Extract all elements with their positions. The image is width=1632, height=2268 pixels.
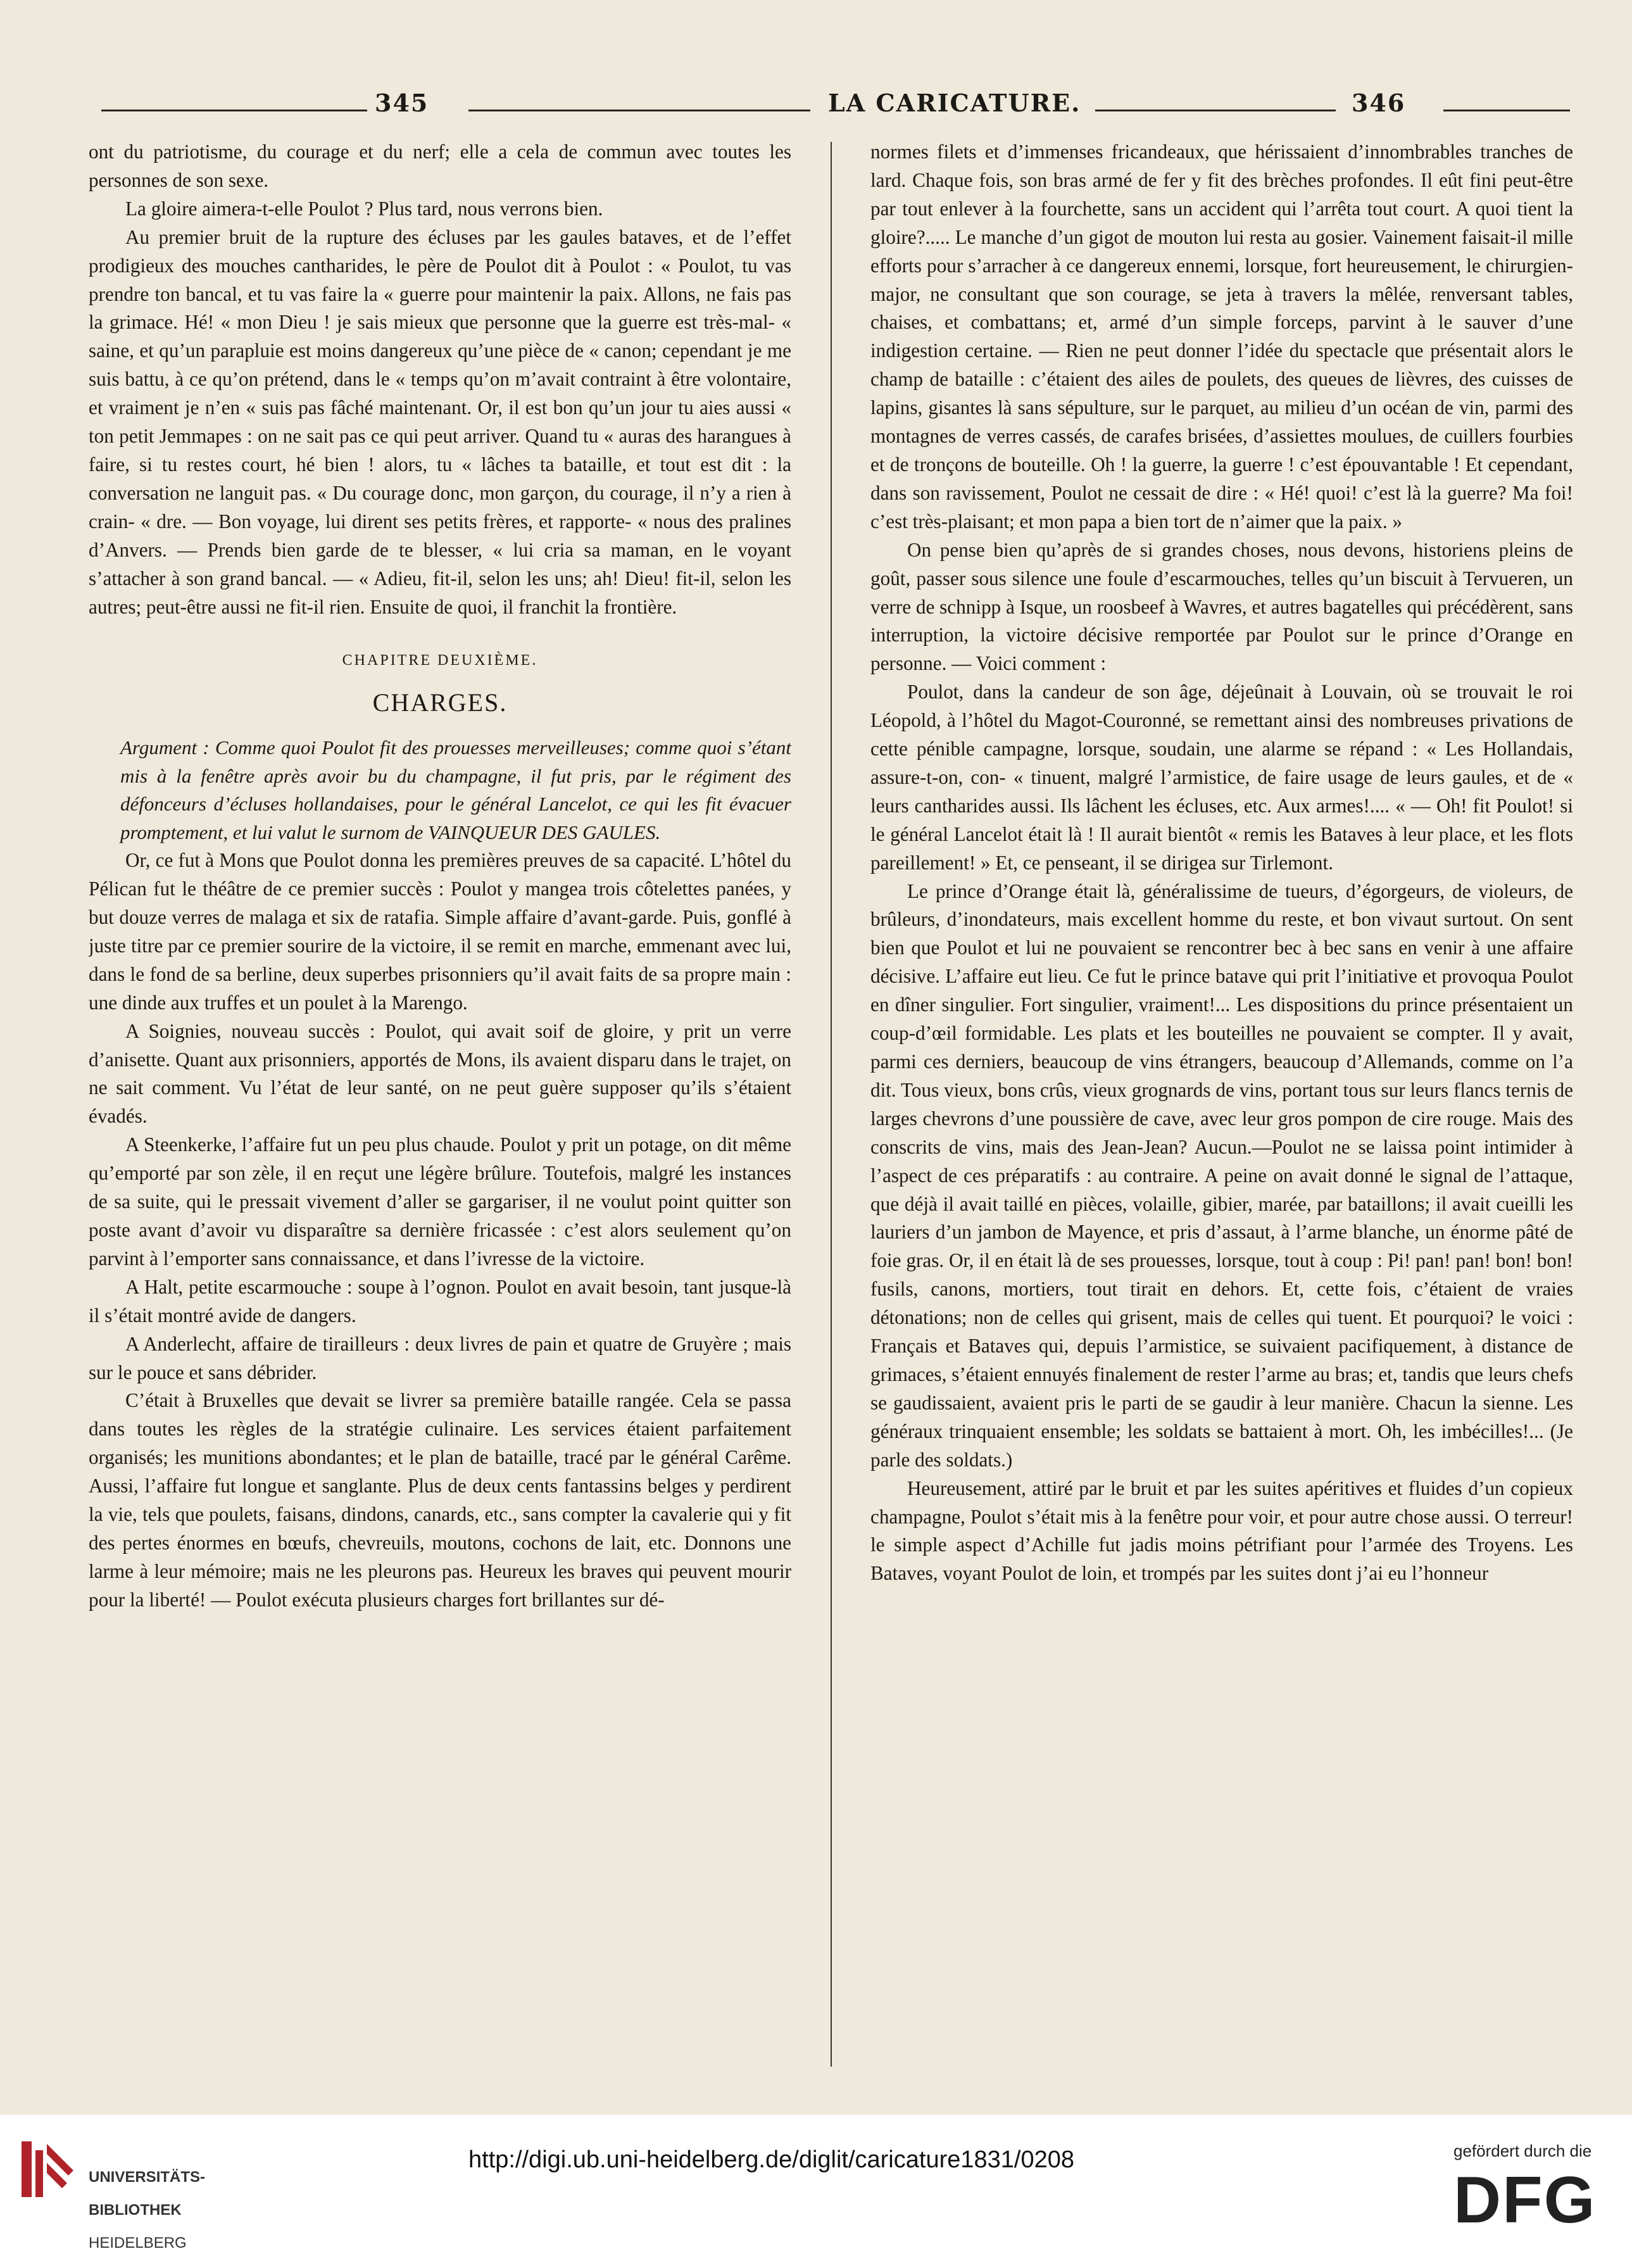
paragraph: Heureusement, attiré par le bruit et par les suites apéritives et fluides d’un copieux champagne, Poulot s’était mis à la fenêtre pour voir, et pour autre chose aussi. O terreur! le simple aspect d’Achille fut jadis moins pétrifiant pour l’armée des Troyens. Les Bataves, voyant Poulot de loin, et trompés par les suites dont j’ai eu l’honneur [870, 1477, 1573, 1585]
left-column [89, 138, 791, 2069]
paragraph: ont du patriotisme, du courage et du nerf; elle a cela de commun avec toutes les personnes de son sexe. [89, 141, 791, 191]
paragraph: Le prince d’Orange était là, généralissime de tueurs, d’égorgeurs, de violeurs, de brûleurs, d’inondateurs, mais excellent homme du reste, et bon vivaut surtout. On sent bien que Poulot et lui ne pouvaient se rencontrer bec à bec sans en venir à une affaire décisive. L’affaire eut lieu. Ce fut le prince batave qui prit l’initiative et provoqua Poulot en dîner singulier. Fort singulier, vraiment!... Les dispositions du prince présentaient un coup-d’œil formidable. Les plats et les bouteilles ne pouvaient se compter. Il y avait, parmi ces derniers, beaucoup de vins étrangers, beaucoup d’Allemands, comme on l’a dit. Tous vieux, bons crûs, vieux grognards de vins, portant tous sur leurs flancs ternis de larges chevrons d’une poussière de cave, avec leur gros pompon de cire rouge. Mais des conscrits de vins, mais des Jean-Jean? Aucun.—Poulot ne se laissa point intimider à l’aspect de ces préparatifs : au contraire. A peine on avait donné le signal de l’attaque, que déjà il avait taillé en pièces, volaille, gibier, marée, par bataillons; il avait cueilli les lauriers d’un jambon de Mayence, et pris d’assaut, à l’arme blanche, un énorme pâté de foie gras. Or, il en était là de ses prouesses, lorsque, tout à coup : Pi! pan! pan! bon! bon! fusils, canons, mortiers, tout tirait en dehors. Et, cette fois, c’étaient de vraies détonations; non de celles qui grisent, mais de celles qui tuent. Et pourquoi? le voici : Français et Bataves qui, depuis l’armistice, se suivaient pacifiquement, à distance de grimaces, s’étaient ennuyés finalement de rester l’arme au bras; et, tandis que leurs chefs se gaudissaient, avaient pris le parti de se gaudir à leur manière. Chacun la sienne. Les généraux trinquaient ensemble; les soldats se battaient à mort. Oh, les imbécilles!... (Je parle des soldats.) [870, 879, 1573, 1471]
page-number-left: 345 [375, 89, 429, 117]
running-head [101, 89, 1570, 127]
header-rule [468, 110, 810, 111]
column-divider [831, 142, 832, 2067]
dfg-logo: DFG [1453, 2164, 1597, 2237]
header-rule [1095, 110, 1336, 111]
paragraph: C’était à Bruxelles que devait se livrer sa première bataille rangée. Cela se passa dans toutes les règles de la stratégie culinaire. Les services étaient parfaitement organisés; les munitions abondantes; et le plan de bataille, tracé par le général Carême. Aussi, l’affaire fut longue et sanglante. Plus de deux cents fantassins belges y perdirent la vie, tels que poulets, faisans, dindons, canards, etc., sans compter la cavalerie qui y fit des pertes énormes en bœufs, chevreuils, moutons, cochons de lait, etc. Donnons une larme à leur mémoire; mais ne les pleurons pas. Heureux les braves qui peuvent mourir pour la liberté! — Poulot exécuta plusieurs charges fort brillantes sur dé- [89, 1389, 791, 1611]
chapter-label: CHAPITRE DEUXIÈME. [342, 652, 538, 669]
section-heading: CHARGES. [372, 688, 508, 717]
paragraph: normes filets et d’immenses fricandeaux, que hérissaient d’innombrables tranches de lard. Chaque fois, son bras armé de fer y fit des brèches profondes. Il eût fini peut-être par tout enlever à la fourchette, sans un accident qui l’arrêta tout court. A quoi tient la gloire?..... Le manche d’un gigot de mouton lui resta au gosier. Vainement faisait-il mille efforts pour s’arracher à ce dangereux ennemi, lorsque, fort heureusement, le chirurgien-major, ne consultant que son courage, se jeta à travers la mêlée, renversant tables, chaises, et combattans; et, armé d’un simple forceps, parvint à le sauver d’une indigestion certaine. — Rien ne peut donner l’idée du spectacle que présentait alors le champ de bataille : c’étaient des ailes de poulets, des queues de lièvres, des cuisses de lapins, gisantes là sans sépulture, sur le parquet, au milieu d’un océan de vin, parmi des montagnes de verres cassés, de carafes brisées, d’assiettes moulues, de cuillers fourbies et de tronçons de bouteille. Oh ! la guerre, la guerre ! c’est épouvantable ! Et cependant, dans son ravissement, Poulot ne cessait de dire : « Hé! quoi! c’est là la guerre? Ma foi! c’est très-plaisant; et mon papa a bien tort de n’aimer que la paix. » [870, 141, 1573, 532]
paragraph: A Soignies, nouveau succès : Poulot, qui avait soif de gloire, y prit un verre d’anisette. Quant aux prisonniers, apportés de Mons, ils avaient disparu dans le trajet, on ne sait comment. Vu l’état de leur santé, on ne peut guère supposer qu’ils s’étaient évadés. [89, 1019, 791, 1128]
journal-title: LA CARICATURE. [828, 89, 1081, 117]
funding-note: gefördert durch die [1453, 2141, 1592, 2160]
library-name-line: HEIDELBERG [89, 2234, 187, 2252]
paragraph: Poulot, dans la candeur de son âge, déjeûnait à Louvain, où se trouvait le roi Léopold, à l’hôtel du Magot-Couronné, se remettant ainsi des nombreuses privations de cette pénible campagne, lorsque, soudain, une alarme se répand : « Les Hollandais, assure-t-on, con- « tinuent, malgré l’armistice, de faire usage de leurs gaules, et de « leurs cantharides aussi. Ils lâchent les écluses, etc. Aux armes!.... « — Oh! fit Poulot! si le général Lancelot était là ! Il aurait bientôt « remis les Bataves à leur place, et les flots pareillement! » Et, ce penseant, il se dirigea sur Tirlemont. [870, 681, 1573, 874]
paragraph: Au premier bruit de la rupture des écluses par les gaules bataves, et de l’effet prodigieux des mouches cantharides, le père de Poulot dit à Poulot : « Poulot, tu vas prendre ton bancal, et tu vas faire la « guerre pour maintenir la paix. Allons, ne fais pas la grimace. Hé! « mon Dieu ! je sais mieux que personne que la guerre est très-mal- « saine, et qu’un parapluie est moins dangereux qu’une pièce de « canon; cependant je me suis battu, à ce qu’on prétend, dans le « temps qu’on m’avait contraint à être volontaire, et vraiment je n’en « suis pas fâché maintenant. Or, il est bon qu’un jour tu aies aussi « ton petit Jemmapes : on ne sait pas ce qui peut arriver. Quand tu « auras des harangues à faire, si tu restes court, hé bien ! alors, tu « lâches ta bataille, et tout est dit : la conversation ne languit pas. « Du courage donc, mon garçon, du courage, il n’y a rien à crain- « dre. — Bon voyage, lui dirent ses petits frères, et rapporte- « nous des pralines d’Anvers. — Prends bien garde de te blesser, « lui cria sa maman, en le voyant s’attacher à son grand bancal. — « Adieu, fit-il, selon les uns; ah! Dieu! fit-il, selon les autres; peut-être aussi ne fit-il rien. Ensuite de quoi, il franchit la frontière. [89, 225, 791, 618]
argument-summary: Argument : Comme quoi Poulot fit des prouesses merveilleuses; comme quoi s’étant mis à la fenêtre après avoir bu du champagne, il fut pris, par le régiment des défonceurs d’écluses hollandaises, pour le général Lancelot, ce qui les fit évacuer promptement, et lui valut le surnom de VAINQUEUR DES GAULES. [120, 736, 791, 843]
page-number-right: 346 [1352, 89, 1406, 117]
permalink-url[interactable]: http://digi.ub.uni-heidelberg.de/diglit/caricature1831/0208 [468, 2146, 1074, 2173]
library-name-line: BIBLIOTHEK [89, 2202, 182, 2219]
library-name-line: UNIVERSITÄTS- [89, 2169, 206, 2186]
digitization-footer [0, 2115, 1632, 2252]
paragraph: A Steenkerke, l’affaire fut un peu plus chaude. Poulot y prit un potage, on dit même qu’emporté par son zèle, il en reçut une légère brûlure. Toutefois, malgré les instances de sa suite, qui le pressait vivement d’aller se gargariser, il ne voulut point quitter son poste avant d’avoir vu disparaître sa dernière fricassée : c’est alors seulement qu’on parvint à l’emporter sans connaissance, et dans l’ivresse de la victoire. [89, 1133, 791, 1269]
paragraph: A Halt, petite escarmouche : soupe à l’ognon. Poulot en avait besoin, tant jusque-là il s’était montré avide de dangers. [89, 1275, 791, 1326]
header-rule [101, 110, 367, 111]
right-column [870, 138, 1573, 2069]
paragraph: A Anderlecht, affaire de tirailleurs : deux livres de pain et quatre de Gruyère ; mais sur le pouce et sans débrider. [89, 1332, 791, 1383]
library-name [89, 2153, 205, 2268]
paragraph: Or, ce fut à Mons que Poulot donna les premières preuves de sa capacité. L’hôtel du Pélican fut le théâtre de ce premier succès : Poulot y mangea trois côtelettes panées, y but douze verres de malaga et six de ratafia. Simple affaire d’avant-garde. Puis, gonflé à juste titre par ce premier sourire de la victoire, il se remit en marche, emmenant avec lui, dans le fond de sa berline, deux superbes prisonniers qu’il avait faits de sa propre main : une dinde aux truffes et un poulet à la Marengo. [89, 849, 791, 1014]
paragraph: La gloire aimera-t-elle Poulot ? Plus tard, nous verrons bien. [125, 197, 603, 220]
university-library-logo-icon [18, 2138, 77, 2201]
header-rule [1443, 110, 1570, 111]
paragraph: On pense bien qu’après de si grandes choses, nous devons, historiens pleins de goût, passer sous silence une foule d’escarmouches, telles qu’un biscuit à Tervueren, un verre de schnipp à Isque, un roosbeef à Wavres, et autres bagatelles qui précédèrent, sans interruption, la victoire décisive remportée par Poulot sur le prince d’Orange en personne. — Voici comment : [870, 538, 1573, 675]
